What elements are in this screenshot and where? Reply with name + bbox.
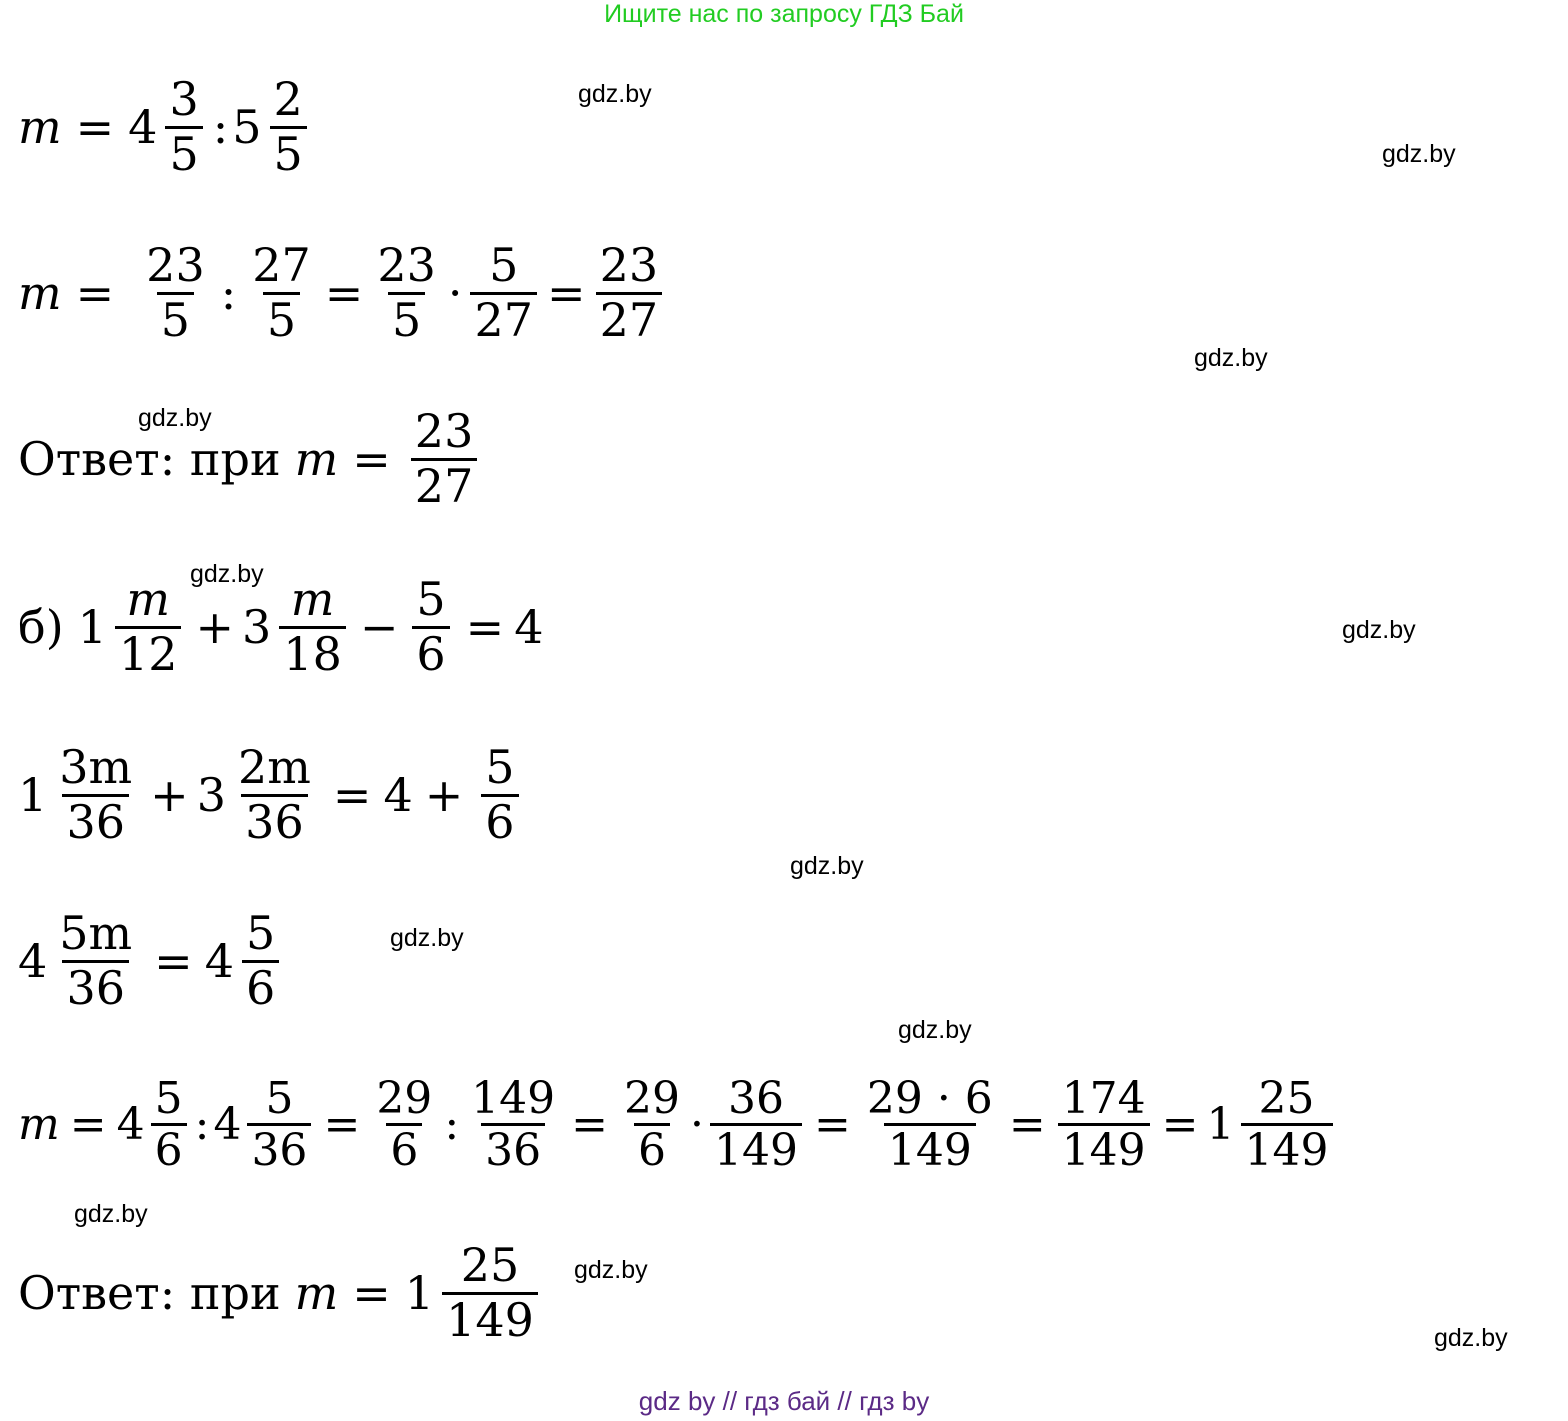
- equals-sign: =: [324, 266, 364, 321]
- denominator: 6: [412, 626, 449, 681]
- numerator: 2m: [238, 740, 311, 794]
- denominator: 36: [62, 794, 129, 849]
- fraction: [481, 742, 518, 848]
- equation-line-6: [18, 908, 285, 1014]
- variable: m: [18, 266, 62, 321]
- fraction: [1058, 1074, 1150, 1176]
- fraction: [115, 574, 182, 680]
- watermark: gdz.by: [578, 80, 652, 108]
- whole-part: 1: [1206, 1099, 1235, 1151]
- numerator: 23: [599, 238, 659, 292]
- numerator: 5: [265, 1073, 294, 1124]
- equals-sign: =: [465, 600, 505, 655]
- equals-sign: =: [352, 1266, 391, 1321]
- fraction: [411, 406, 478, 512]
- plus-sign: +: [150, 768, 189, 823]
- numerator: 25: [460, 1238, 520, 1292]
- equals-sign: =: [813, 1099, 851, 1151]
- denominator: 149: [710, 1123, 802, 1175]
- variable: m: [18, 1099, 60, 1151]
- fraction: [467, 1074, 559, 1176]
- fraction: [710, 1074, 802, 1176]
- fraction: [279, 574, 346, 680]
- denominator: 5: [157, 292, 194, 347]
- denominator: 36: [241, 794, 308, 849]
- numerator: 5: [246, 906, 276, 960]
- fraction: [242, 908, 279, 1014]
- fraction: [372, 1074, 436, 1176]
- equals-sign: =: [332, 768, 372, 823]
- denominator: 27: [596, 292, 663, 347]
- fraction: [234, 742, 315, 848]
- fraction: [1241, 1074, 1333, 1176]
- denominator: 5: [270, 126, 307, 181]
- watermark: gdz.by: [190, 560, 264, 588]
- variable: m: [294, 432, 339, 487]
- multiply-dot: ·: [447, 266, 463, 321]
- divide-sign: :: [194, 1099, 210, 1151]
- watermark: gdz.by: [1342, 616, 1416, 644]
- numerator: m: [290, 572, 335, 626]
- watermark: gdz.by: [138, 404, 212, 432]
- fraction: [142, 240, 209, 346]
- footer-links: gdz by // гдз бай // гдз by: [638, 1386, 930, 1416]
- numerator: 5: [416, 572, 446, 626]
- denominator: 36: [247, 1123, 311, 1175]
- divide-sign: :: [444, 1099, 460, 1151]
- numerator: 23: [377, 238, 436, 292]
- equation-line-5: [18, 742, 525, 848]
- watermark: gdz.by: [390, 924, 464, 952]
- fraction: [470, 240, 537, 346]
- numerator: 27: [252, 238, 311, 292]
- numerator: 36: [727, 1073, 784, 1124]
- denominator: 6: [386, 1123, 422, 1175]
- equals-sign: =: [1008, 1099, 1046, 1151]
- denominator: 149: [1241, 1123, 1333, 1175]
- answer-label: Ответ: при: [18, 432, 281, 487]
- numerator: m: [126, 572, 170, 626]
- whole-part: 3: [242, 600, 272, 655]
- numerator: 5m: [59, 906, 133, 960]
- watermark: gdz.by: [898, 1016, 972, 1044]
- denominator: 149: [442, 1292, 538, 1347]
- answer-label: Ответ: при: [18, 1266, 281, 1321]
- fraction: [412, 574, 449, 680]
- answer-line-1: [18, 406, 483, 512]
- whole-part: 4: [116, 1099, 145, 1151]
- denominator: 27: [470, 292, 537, 347]
- whole-part: 4: [213, 1099, 242, 1151]
- fraction: [442, 1240, 538, 1346]
- denominator: 6: [481, 794, 518, 849]
- divide-sign: :: [220, 266, 237, 321]
- numerator: 5: [154, 1073, 183, 1124]
- variable: m: [18, 100, 62, 155]
- numerator: 174: [1061, 1073, 1146, 1124]
- whole-part: 1: [77, 600, 107, 655]
- multiply-dot: ·: [690, 1099, 704, 1151]
- watermark: gdz.by: [74, 1200, 148, 1228]
- equals-sign: =: [352, 432, 391, 487]
- denominator: 5: [263, 292, 300, 347]
- equals-sign: =: [75, 100, 115, 155]
- equation-line-2: [18, 240, 668, 346]
- denominator: 18: [279, 626, 346, 681]
- denominator: 6: [151, 1123, 187, 1175]
- equation-line-1: [18, 74, 313, 180]
- whole-part: 4: [204, 934, 234, 989]
- denominator: 27: [411, 458, 478, 513]
- numerator: 29: [624, 1073, 680, 1124]
- fraction: [55, 908, 136, 1014]
- equation-line-4: [18, 574, 544, 680]
- denominator: 36: [481, 1123, 545, 1175]
- whole-part: 4: [18, 934, 48, 989]
- fraction: [373, 240, 440, 346]
- divide-sign: :: [212, 100, 229, 155]
- plus-sign: +: [195, 600, 235, 655]
- equals-sign: =: [547, 266, 586, 321]
- watermark: gdz.by: [790, 852, 864, 880]
- fraction: [596, 240, 663, 346]
- denominator: 5: [165, 126, 202, 181]
- search-banner: Ищите нас по запросу ГДЗ Бай: [604, 0, 964, 28]
- watermark: gdz.by: [1194, 344, 1268, 372]
- denominator: 6: [634, 1123, 670, 1175]
- denominator: 149: [1058, 1123, 1150, 1175]
- denominator: 5: [388, 292, 425, 347]
- watermark: gdz.by: [1382, 140, 1456, 168]
- rhs-value: 4: [383, 768, 413, 823]
- fraction: [165, 74, 202, 180]
- equals-sign: =: [571, 1099, 608, 1151]
- denominator: 36: [62, 960, 129, 1015]
- watermark: gdz.by: [1434, 1324, 1508, 1352]
- numerator: 29: [376, 1073, 433, 1124]
- numerator: 29 · 6: [866, 1073, 993, 1124]
- numerator: 23: [146, 238, 205, 292]
- variable: m: [294, 1266, 339, 1321]
- denominator: 12: [115, 626, 182, 681]
- numerator: 5: [485, 740, 515, 794]
- fraction: [863, 1074, 997, 1176]
- equals-sign: =: [154, 934, 193, 989]
- equation-line-7: [18, 1074, 1337, 1176]
- numerator: 3m: [59, 740, 133, 794]
- numerator: 2: [273, 72, 303, 126]
- whole-part: 4: [128, 100, 158, 155]
- minus-sign: −: [359, 600, 399, 655]
- fraction: [55, 742, 136, 848]
- part-b-label: б): [18, 600, 64, 655]
- fraction: [620, 1074, 684, 1176]
- equals-sign: =: [323, 1099, 361, 1151]
- rhs-value: 4: [514, 600, 544, 655]
- answer-line-2: [18, 1240, 544, 1346]
- fraction: [270, 74, 307, 180]
- equals-sign: =: [75, 266, 115, 321]
- numerator: 23: [414, 404, 474, 458]
- whole-part: 1: [18, 768, 48, 823]
- numerator: 5: [489, 238, 519, 292]
- equals-sign: =: [1161, 1099, 1199, 1151]
- denominator: 149: [884, 1123, 976, 1175]
- plus-sign: +: [424, 768, 464, 823]
- equals-sign: =: [69, 1099, 107, 1151]
- whole-part: 5: [232, 100, 262, 155]
- watermark: gdz.by: [574, 1256, 648, 1284]
- fraction: [248, 240, 315, 346]
- numerator: 25: [1258, 1073, 1315, 1124]
- numerator: 3: [169, 72, 199, 126]
- numerator: 149: [471, 1073, 556, 1124]
- whole-part: 1: [404, 1266, 435, 1321]
- denominator: 6: [242, 960, 279, 1015]
- fraction: [247, 1074, 311, 1176]
- whole-part: 3: [196, 768, 226, 823]
- fraction: [151, 1074, 187, 1176]
